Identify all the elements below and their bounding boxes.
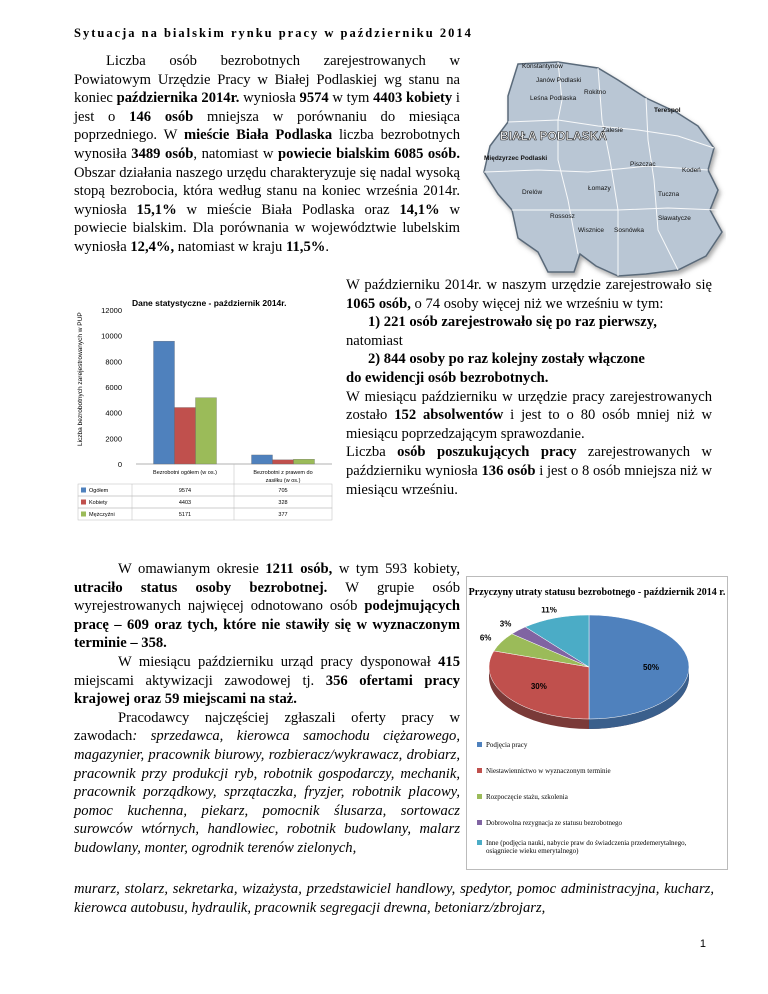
list-item-cont: do ewidencji osób bezrobotnych. [346, 369, 549, 386]
professions-paragraph: Pracodawcy najczęściej zgłaszali oferty pracy w zawodach: sprzedawca, kierowca samochodu ciężarowego, magazynier, pracownik biurowy, rozbieracz/wykrawacz, drobiarz, pracownik przy produkcji ryb, robotnik gospodarczy, mechanik, pracownik porządkowy, sprzątaczka, fryzjer, robotnik placowy, pomoc kuchenna, piekarz, pomocnik ślusarza, sortowacz surowców wtórnych, handlowiec, robotnik budowlany, malarz budowlany, monter, ogrodnik terenów zielonych, [74, 709, 460, 856]
y-tick-label: 12000 [101, 306, 122, 315]
list-connector: natomiast [346, 332, 403, 349]
map-title: BIAŁA PODLASKA [500, 129, 607, 143]
registrations-paragraph: W październiku 2014r. w naszym urzędzie zarejestrowało się 1065 osób, o 74 osoby więcej niż we wrześniu w tym: [346, 277, 712, 312]
place-label: Janów Podlaski [536, 77, 582, 84]
jobseekers-paragraph: Liczba osób poszukujących pracy zarejestrowanych w październiku wyniosła 136 osób i jest o 8 osób mniejsza niż w miesiącu wrześniu. [346, 444, 712, 498]
place-label: Międzyrzec Podlaski [484, 155, 548, 162]
y-tick-label: 8000 [105, 357, 122, 367]
bar [294, 459, 315, 464]
place-label: Piszczac [630, 161, 656, 168]
graduates-paragraph: W miesiącu październiku w urzędzie pracy zarejestrowanych zostało 152 absolwentów i jest to o 80 osób mniej niż w miesiącu poprzedzającym sprawozdanie. [346, 388, 713, 442]
table-row [78, 508, 332, 520]
legend-label: Kobiety [89, 500, 108, 506]
list-item: 1) 221 osób zarejestrowało się po raz pierwszy, [368, 314, 657, 331]
data-label: 9574 [178, 488, 192, 494]
bar [154, 341, 175, 464]
deregistration-section [74, 560, 460, 858]
legend-item: Inne (podjęcia nauki, nabycie praw do świadczenia przedemerytalnego, osiągniecie wieku emerytalnego) [477, 839, 717, 855]
legend-item: Dobrowolna rezygnacja ze statusu bezrobotnego [477, 819, 622, 827]
offers-paragraph: W miesiącu październiku urząd pracy dysponował 415 miejscami aktywizacji zawodowej tj. 356 ofertami pracy krajowej oraz 59 miejscami na staż. [74, 653, 460, 708]
legend-item: Podjęcia pracy [477, 741, 527, 749]
category-label: Bezrobotni z prawem do [253, 470, 313, 476]
page-title: Sytuacja na bialskim rynku pracy w październiku 2014 [74, 26, 473, 40]
bar-chart [74, 296, 336, 524]
place-label: Łomazy [588, 185, 611, 192]
place-label: Sławatycze [658, 215, 691, 222]
category-label: Bezrobotni ogółem (w os.) [153, 470, 217, 476]
data-label: 377 [278, 512, 288, 518]
pie-data-label: 6% [479, 633, 492, 643]
registrations-section [346, 276, 712, 499]
list-item: 2) 844 osoby po raz kolejny zostały włączone [368, 351, 645, 368]
bar [273, 460, 294, 464]
data-label: 5171 [178, 512, 192, 518]
place-label: Rokitno [584, 89, 607, 96]
y-tick-label: 2000 [105, 434, 122, 444]
pie-title: Przyczyny utraty statusu bezrobotnego - październik 2014 r. [468, 587, 726, 598]
place-label: Terespol [654, 107, 681, 114]
pie-data-label: 50% [642, 663, 660, 672]
chart-title: Dane statystyczne - październik 2014r. [132, 298, 287, 308]
place-label: Drelów [522, 189, 543, 196]
place-label: Tuczna [658, 191, 680, 198]
intro-paragraph: Liczba osób bezrobotnych zarejestrowanych w Powiatowym Urzędzie Pracy w Białej Podlaskiej wg stanu na koniec października 2014r. wyniosła 9574 w tym 4403 kobiety i jest o 146 osób mniejsza w porównaniu do miesiąca poprzedniego. W mieście Biała Podlaska liczba bezrobotnych wynosiła 3489 osób, natomiast w powiecie bialskim 6085 osób. Obszar działania naszego urzędu charakteryzuje się nadal wysoką stopą bezrobocia, która według stanu na koniec września 2014r. wyniosła 15,1% w mieście Biała Podlaska oraz 14,1% w powiecie bialskim. Dla porównania w województwie lubelskim wyniosła 12,4%, natomiast w kraju 11,5%. [74, 53, 461, 255]
legend-label: Ogółem [89, 488, 109, 494]
y-tick-label: 4000 [105, 408, 122, 418]
table-row [78, 484, 332, 496]
y-tick-label: 10000 [101, 331, 122, 341]
deregistration-paragraph: W omawianym okresie 1211 osób, w tym 593 kobiety, utraciło status osoby bezrobotnej. W grupie osób wyrejestrowanych najwięcej odnotowano osób podejmujących pracę – 609 oraz tych, które nie stawiły się w wyznaczonym terminie – 358. [74, 561, 461, 652]
page-number: 1 [699, 938, 706, 950]
data-label: 4403 [178, 500, 192, 506]
data-label: 328 [278, 500, 288, 506]
place-label: Kodeń [682, 167, 701, 174]
place-label: Zalesie [602, 127, 623, 134]
bar [252, 455, 273, 464]
legend-swatch [81, 500, 86, 505]
y-tick-label: 6000 [105, 383, 122, 392]
place-label: Leśna Podlaska [530, 95, 577, 102]
category-label: zasiłku (w os.) [265, 478, 301, 484]
pie-data-label: 3% [499, 619, 512, 629]
place-label: Sosnówka [614, 227, 644, 234]
place-label: Rossosz [550, 213, 575, 220]
legend-item: Niestawiennictwo w wyznaczonym terminie [477, 767, 611, 775]
bar [196, 398, 217, 464]
table-row [78, 496, 332, 508]
legend-item: Rozpoczęcie stażu, szkolenia [477, 793, 568, 801]
legend-swatch [81, 488, 86, 493]
legend-label: Mężczyźni [89, 512, 115, 518]
place-label: Konstantynów [522, 63, 563, 70]
y-tick-label: 0 [117, 460, 122, 469]
professions-continued: murarz, stolarz, sekretarka, wizażysta, przedstawiciel handlowy, spedytor, pomoc administracyjna, kucharz, kierowca autobusu, hydraulik, pracownik segregacji drewna, betoniarz/zbrojarz, [74, 881, 714, 916]
pie-chart [466, 576, 728, 870]
data-label: 705 [278, 488, 288, 494]
county-map [478, 60, 726, 278]
place-label: Wisznice [578, 227, 605, 234]
pie-data-label: 11% [541, 607, 557, 615]
y-axis-label: Liczba bezrobotnych zarejestrowanych w PUP [77, 312, 84, 446]
bar [175, 407, 196, 464]
pie-data-label: 30% [530, 681, 547, 691]
legend-swatch [81, 512, 86, 517]
